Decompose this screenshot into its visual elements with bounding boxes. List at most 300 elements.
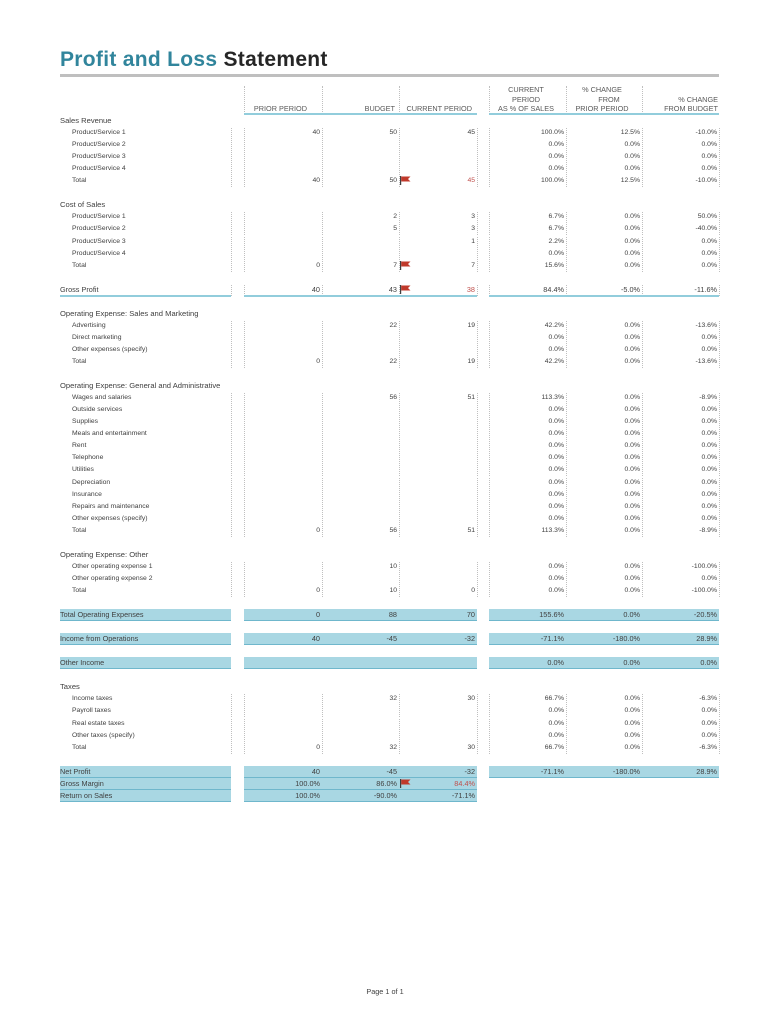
pct-of-sales-cell: 6.7% xyxy=(548,213,564,221)
column-divider xyxy=(322,586,323,597)
column-divider xyxy=(322,333,323,344)
column-divider xyxy=(719,164,720,175)
column-divider xyxy=(719,237,720,248)
change-budget-cell: -6.3% xyxy=(699,743,717,751)
section-heading xyxy=(0,681,770,693)
current-period-cell: 45 xyxy=(467,177,475,185)
table-row xyxy=(0,248,770,260)
column-divider xyxy=(231,345,232,356)
budget-cell: 2 xyxy=(393,213,397,221)
column-divider xyxy=(489,128,490,139)
change-budget-cell: -8.9% xyxy=(699,394,717,402)
change-budget-cell: 0.0% xyxy=(701,731,717,739)
column-divider xyxy=(399,164,400,175)
row-label: Wages and salaries xyxy=(72,394,132,402)
column-divider xyxy=(244,490,245,501)
pct-of-sales-cell: 2.2% xyxy=(548,237,564,245)
column-divider xyxy=(231,514,232,525)
column-divider xyxy=(322,562,323,573)
band-underline xyxy=(489,620,719,621)
change-prior-cell: 0.0% xyxy=(624,165,640,173)
table-row xyxy=(0,440,770,452)
column-divider xyxy=(231,694,232,705)
column-divider xyxy=(231,706,232,717)
column-divider xyxy=(477,502,478,513)
change-prior-cell: 0.0% xyxy=(624,345,640,353)
column-divider xyxy=(477,514,478,525)
budget-cell: 32 xyxy=(389,743,397,751)
change-budget-cell: -100.0% xyxy=(691,562,717,570)
row-label: Operating Expense: Sales and Marketing xyxy=(60,308,199,318)
column-divider xyxy=(642,465,643,476)
change-budget-cell: 0.0% xyxy=(701,430,717,438)
change-budget-cell: 0.0% xyxy=(701,261,717,269)
column-divider xyxy=(566,128,567,139)
column-divider xyxy=(642,405,643,416)
change-prior-cell: 0.0% xyxy=(624,490,640,498)
row-label: Product/Service 3 xyxy=(72,153,126,161)
summary-row xyxy=(0,609,770,621)
column-divider xyxy=(244,321,245,332)
column-divider xyxy=(231,417,232,428)
column-divider xyxy=(244,152,245,163)
change-budget-cell: 0.0% xyxy=(701,719,717,727)
column-divider xyxy=(489,706,490,717)
column-divider xyxy=(477,743,478,754)
change-prior-cell: 0.0% xyxy=(624,478,640,486)
column-divider xyxy=(399,357,400,368)
prior-period-cell: 0 xyxy=(316,526,320,534)
column-divider xyxy=(642,743,643,754)
change-prior-cell: 0.0% xyxy=(624,454,640,462)
column-divider xyxy=(566,405,567,416)
column-divider xyxy=(566,321,567,332)
row-label: Payroll taxes xyxy=(72,707,111,715)
column-divider xyxy=(566,719,567,730)
column-divider xyxy=(719,261,720,272)
column-divider xyxy=(642,393,643,404)
prior-period-cell: 100.0% xyxy=(295,778,320,788)
column-divider xyxy=(244,694,245,705)
column-divider xyxy=(566,237,567,248)
pct-of-sales-cell: -71.1% xyxy=(540,766,564,776)
column-divider xyxy=(719,502,720,513)
column-divider xyxy=(719,490,720,501)
column-divider xyxy=(566,586,567,597)
change-prior-cell: 0.0% xyxy=(624,574,640,582)
current-period-cell: 0 xyxy=(471,586,475,594)
column-divider xyxy=(489,176,490,187)
column-divider xyxy=(477,237,478,248)
column-divider xyxy=(477,393,478,404)
table-row xyxy=(0,416,770,428)
column-divider xyxy=(642,502,643,513)
column-divider xyxy=(642,212,643,223)
change-budget-cell: 0.0% xyxy=(701,333,717,341)
table-row xyxy=(0,561,770,573)
column-divider xyxy=(322,261,323,272)
column-divider xyxy=(231,453,232,464)
budget-cell: 32 xyxy=(389,695,397,703)
column-divider xyxy=(399,224,400,235)
budget-cell: 56 xyxy=(389,526,397,534)
column-divider xyxy=(719,478,720,489)
column-divider xyxy=(642,706,643,717)
total-underline xyxy=(489,295,719,297)
column-divider xyxy=(719,429,720,440)
column-divider xyxy=(244,140,245,151)
column-divider xyxy=(399,694,400,705)
column-divider xyxy=(719,393,720,404)
column-divider xyxy=(566,743,567,754)
column-divider xyxy=(642,140,643,151)
change-prior-cell: 0.0% xyxy=(624,514,640,522)
prior-period-cell: 0 xyxy=(315,610,320,620)
change-prior-cell: 0.0% xyxy=(624,707,640,715)
row-label: Real estate taxes xyxy=(72,719,125,727)
column-divider xyxy=(399,429,400,440)
current-period-cell: -32 xyxy=(464,634,475,644)
row-label: Total xyxy=(72,586,87,594)
column-divider xyxy=(231,731,232,742)
column-divider xyxy=(566,417,567,428)
column-divider xyxy=(642,478,643,489)
column-divider xyxy=(231,164,232,175)
column-divider xyxy=(719,574,720,585)
column-divider xyxy=(231,333,232,344)
column-divider xyxy=(244,128,245,139)
change-prior-cell: 12.5% xyxy=(620,129,640,137)
column-divider xyxy=(489,694,490,705)
budget-cell: -45 xyxy=(386,766,397,776)
column-divider xyxy=(566,429,567,440)
column-divider xyxy=(477,249,478,260)
pct-of-sales-cell: 100.0% xyxy=(540,177,564,185)
column-divider xyxy=(399,743,400,754)
column-divider xyxy=(477,333,478,344)
pct-of-sales-cell: 0.0% xyxy=(548,586,564,594)
prior-period-cell: 40 xyxy=(311,284,320,294)
col-change-prior: % CHANGE FROM PRIOR PERIOD xyxy=(575,85,629,113)
pct-of-sales-cell: 0.0% xyxy=(548,454,564,462)
total-underline xyxy=(60,295,231,297)
table-row xyxy=(0,730,770,742)
column-divider xyxy=(719,333,720,344)
table-row xyxy=(0,573,770,585)
col-pct-of-sales: CURRENT PERIOD AS % OF SALES xyxy=(498,85,554,113)
change-prior-cell: 0.0% xyxy=(624,153,640,161)
header-divider xyxy=(244,86,245,112)
column-divider xyxy=(719,176,720,187)
row-label: Outside services xyxy=(72,406,123,414)
column-divider xyxy=(477,140,478,151)
column-divider xyxy=(566,694,567,705)
row-label: Other expenses (specify) xyxy=(72,345,148,353)
column-divider xyxy=(477,152,478,163)
header-divider xyxy=(566,86,567,112)
change-prior-cell: 0.0% xyxy=(624,502,640,510)
change-budget-cell: -8.9% xyxy=(699,526,717,534)
change-budget-cell: 0.0% xyxy=(701,153,717,161)
column-divider xyxy=(566,526,567,537)
change-prior-cell: 0.0% xyxy=(624,406,640,414)
column-divider xyxy=(231,237,232,248)
change-budget-cell: 0.0% xyxy=(701,418,717,426)
column-divider xyxy=(477,429,478,440)
change-budget-cell: -13.6% xyxy=(695,321,717,329)
row-label: Other operating expense 2 xyxy=(72,574,153,582)
column-divider xyxy=(399,514,400,525)
table-row xyxy=(0,260,770,272)
change-prior-cell: 0.0% xyxy=(624,442,640,450)
column-divider xyxy=(322,357,323,368)
pct-of-sales-cell: 0.0% xyxy=(548,249,564,257)
current-period-cell: 1 xyxy=(471,237,475,245)
column-divider xyxy=(642,453,643,464)
row-label: Advertising xyxy=(72,321,106,329)
change-prior-cell: 0.0% xyxy=(624,743,640,751)
prior-period-cell: 0 xyxy=(316,358,320,365)
column-divider xyxy=(399,237,400,248)
column-divider xyxy=(566,514,567,525)
column-divider xyxy=(642,152,643,163)
header-divider xyxy=(399,86,400,112)
column-divider xyxy=(489,490,490,501)
column-divider xyxy=(399,128,400,139)
col-budget: BUDGET xyxy=(364,104,395,113)
column-divider xyxy=(489,224,490,235)
column-divider xyxy=(231,224,232,235)
table-row xyxy=(0,211,770,223)
column-divider xyxy=(231,743,232,754)
pct-of-sales-cell: 100.0% xyxy=(540,129,564,137)
change-prior-cell: 12.5% xyxy=(620,177,640,185)
column-divider xyxy=(489,441,490,452)
change-prior-cell: 0.0% xyxy=(624,394,640,402)
table-row xyxy=(0,585,770,597)
column-divider xyxy=(566,357,567,368)
header-divider xyxy=(489,86,490,112)
column-divider xyxy=(719,453,720,464)
column-divider xyxy=(566,731,567,742)
column-divider xyxy=(477,453,478,464)
change-budget-cell: -6.3% xyxy=(699,695,717,703)
column-divider xyxy=(642,586,643,597)
row-label: Product/Service 1 xyxy=(72,213,126,221)
row-label: Other operating expense 1 xyxy=(72,562,153,570)
current-period-cell: -71.1% xyxy=(451,790,475,800)
current-period-cell: 45 xyxy=(467,129,475,137)
row-label: Product/Service 2 xyxy=(72,141,126,149)
column-divider xyxy=(244,224,245,235)
summary-row xyxy=(0,790,770,802)
band-underline xyxy=(244,801,477,802)
row-label: Net Profit xyxy=(60,766,91,776)
budget-cell: -45 xyxy=(386,634,397,644)
budget-cell: 5 xyxy=(393,225,397,233)
change-prior-cell: 0.0% xyxy=(624,731,640,739)
column-divider xyxy=(231,249,232,260)
change-prior-cell: 0.0% xyxy=(624,719,640,727)
column-divider xyxy=(489,465,490,476)
column-divider xyxy=(566,212,567,223)
column-divider xyxy=(566,140,567,151)
pct-of-sales-cell: 0.0% xyxy=(548,430,564,438)
row-label: Other expenses (specify) xyxy=(72,514,148,522)
column-divider xyxy=(719,321,720,332)
column-divider xyxy=(231,719,232,730)
column-divider xyxy=(642,176,643,187)
pct-of-sales-cell: 0.0% xyxy=(548,153,564,161)
current-period-cell: 70 xyxy=(466,610,475,620)
column-divider xyxy=(244,261,245,272)
budget-cell: 10 xyxy=(389,562,397,570)
change-budget-cell: 0.0% xyxy=(701,707,717,715)
table-row xyxy=(0,464,770,476)
column-divider xyxy=(719,405,720,416)
column-divider xyxy=(244,249,245,260)
row-label: Other Income xyxy=(60,658,105,668)
change-budget-cell: 0.0% xyxy=(701,490,717,498)
column-divider xyxy=(399,586,400,597)
total-underline xyxy=(244,295,477,297)
column-divider xyxy=(477,719,478,730)
column-divider xyxy=(231,574,232,585)
band-underline xyxy=(244,644,477,645)
column-divider xyxy=(231,140,232,151)
column-divider xyxy=(489,345,490,356)
column-divider xyxy=(244,586,245,597)
pct-of-sales-cell: 113.3% xyxy=(541,394,564,402)
column-divider xyxy=(719,128,720,139)
column-divider xyxy=(399,706,400,717)
row-label: Cost of Sales xyxy=(60,200,106,210)
budget-cell: 88 xyxy=(388,610,397,620)
row-label: Gross Margin xyxy=(60,778,104,788)
summary-row xyxy=(0,633,770,645)
pct-of-sales-cell: 0.0% xyxy=(548,562,564,570)
column-divider xyxy=(399,731,400,742)
column-divider xyxy=(477,176,478,187)
pct-of-sales-cell: 0.0% xyxy=(548,333,564,341)
change-prior-cell: 0.0% xyxy=(624,695,640,703)
row-label: Product/Service 1 xyxy=(72,129,126,137)
column-divider xyxy=(566,164,567,175)
row-label: Total xyxy=(72,261,87,269)
column-divider xyxy=(322,345,323,356)
row-label: Income taxes xyxy=(72,695,113,703)
column-divider xyxy=(489,164,490,175)
column-divider xyxy=(566,465,567,476)
column-divider xyxy=(399,249,400,260)
column-divider xyxy=(566,345,567,356)
budget-cell: 56 xyxy=(389,394,397,402)
column-divider xyxy=(231,152,232,163)
column-divider xyxy=(642,514,643,525)
column-divider xyxy=(322,164,323,175)
column-divider xyxy=(489,333,490,344)
row-label: Total Operating Expenses xyxy=(60,610,144,620)
column-divider xyxy=(489,574,490,585)
table-row xyxy=(0,489,770,501)
pct-of-sales-cell: 0.0% xyxy=(548,514,564,522)
column-divider xyxy=(642,261,643,272)
column-divider xyxy=(244,562,245,573)
column-divider xyxy=(231,586,232,597)
section-heading xyxy=(0,308,770,320)
column-divider xyxy=(642,441,643,452)
row-label: Operating Expense: Other xyxy=(60,549,149,559)
change-prior-cell: 0.0% xyxy=(624,526,640,534)
table-row xyxy=(0,392,770,404)
change-prior-cell: 0.0% xyxy=(624,358,640,365)
column-divider xyxy=(322,152,323,163)
column-divider xyxy=(642,333,643,344)
column-divider xyxy=(642,345,643,356)
change-prior-cell: -180.0% xyxy=(612,766,640,776)
column-divider xyxy=(719,140,720,151)
column-divider xyxy=(322,526,323,537)
column-divider xyxy=(477,490,478,501)
column-divider xyxy=(566,441,567,452)
column-divider xyxy=(642,562,643,573)
column-divider xyxy=(489,261,490,272)
column-divider xyxy=(231,405,232,416)
header-divider xyxy=(322,86,323,112)
table-row xyxy=(0,139,770,151)
column-divider xyxy=(477,441,478,452)
table-row xyxy=(0,223,770,235)
column-divider xyxy=(231,562,232,573)
column-divider xyxy=(244,526,245,537)
column-divider xyxy=(322,321,323,332)
row-label: Product/Service 4 xyxy=(72,165,126,173)
column-divider xyxy=(719,345,720,356)
column-divider xyxy=(566,393,567,404)
change-budget-cell: 0.0% xyxy=(701,165,717,173)
column-divider xyxy=(642,417,643,428)
change-budget-cell: 0.0% xyxy=(701,574,717,582)
change-prior-cell: 0.0% xyxy=(623,658,640,668)
page-title xyxy=(60,48,328,72)
column-divider xyxy=(399,321,400,332)
column-divider xyxy=(489,453,490,464)
column-divider xyxy=(322,574,323,585)
pct-of-sales-cell: 0.0% xyxy=(548,165,564,173)
column-divider xyxy=(477,417,478,428)
column-divider xyxy=(566,490,567,501)
budget-cell: 86.0% xyxy=(376,778,397,788)
column-divider xyxy=(566,333,567,344)
column-divider xyxy=(322,140,323,151)
column-divider xyxy=(322,490,323,501)
column-divider xyxy=(489,393,490,404)
column-divider xyxy=(231,429,232,440)
prior-period-cell: 40 xyxy=(312,129,320,137)
current-period-cell: 51 xyxy=(467,394,475,402)
change-prior-cell: 0.0% xyxy=(624,225,640,233)
column-divider xyxy=(489,212,490,223)
row-label: Gross Profit xyxy=(60,284,99,294)
column-divider xyxy=(477,706,478,717)
row-label: Total xyxy=(72,358,87,365)
column-divider xyxy=(322,514,323,525)
column-divider xyxy=(399,562,400,573)
pct-of-sales-cell: 0.0% xyxy=(548,574,564,582)
column-divider xyxy=(489,586,490,597)
table-row xyxy=(0,718,770,730)
column-divider xyxy=(399,502,400,513)
